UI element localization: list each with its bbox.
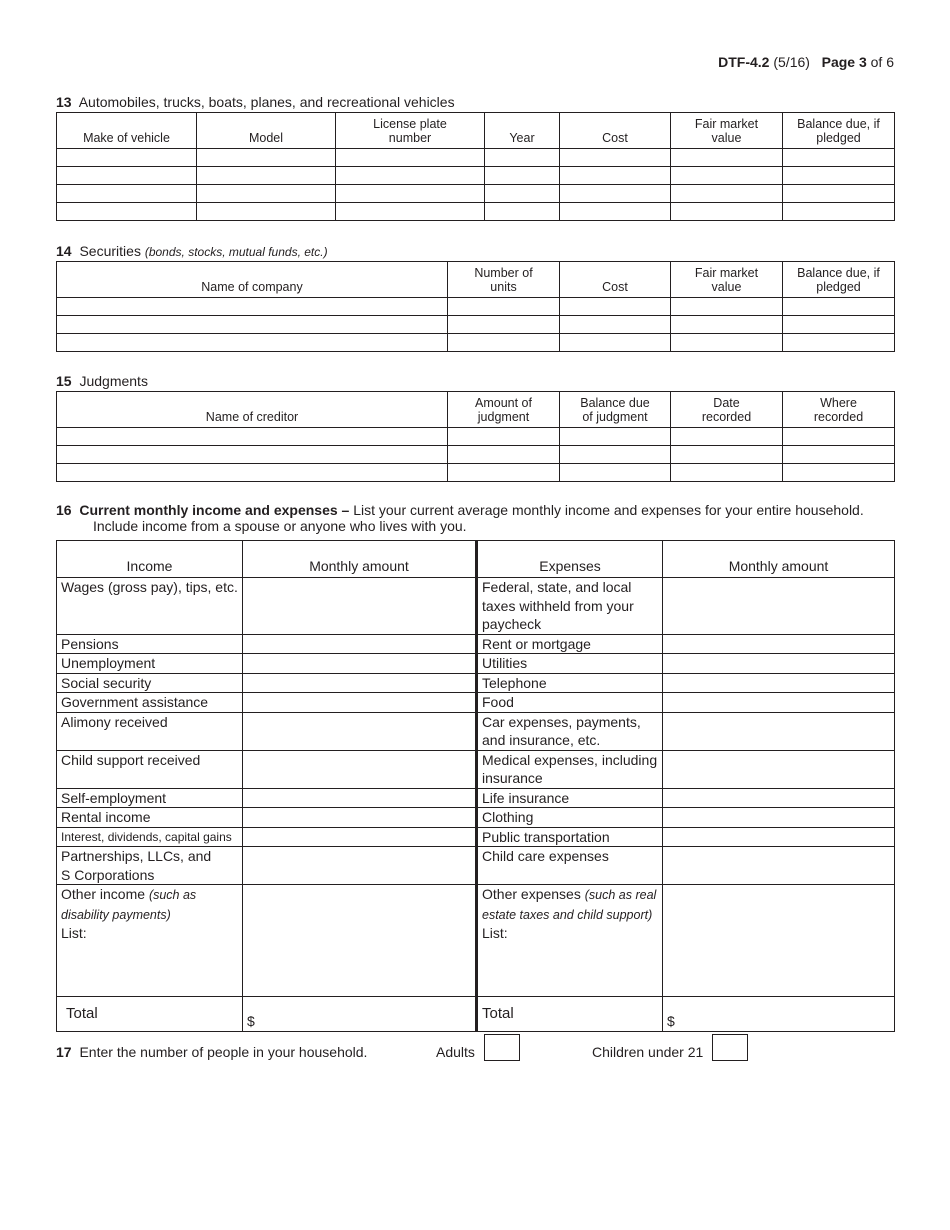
table-row — [57, 428, 895, 446]
col-header: Model — [197, 113, 336, 149]
other-expenses-text: Other expenses — [482, 886, 581, 902]
cell[interactable] — [57, 334, 448, 352]
cell[interactable] — [57, 298, 448, 316]
table-row — [57, 827, 895, 847]
table-row — [57, 464, 895, 482]
total-row — [57, 997, 895, 1032]
page-label: Page 3 — [821, 54, 867, 70]
section-14-title — [56, 243, 328, 259]
expense-label: Rent or mortgage — [477, 634, 663, 654]
table-row — [57, 334, 895, 352]
expense-amount[interactable] — [663, 750, 895, 788]
list-label: List: — [482, 925, 508, 941]
income-amount[interactable] — [243, 578, 477, 635]
cell[interactable] — [560, 298, 671, 316]
section-13-title — [56, 94, 455, 110]
col-header: Where recorded — [783, 392, 895, 428]
cell[interactable] — [448, 464, 560, 482]
col-header: Balance due of judgment — [560, 392, 671, 428]
table-row — [57, 788, 895, 808]
table-row — [57, 203, 895, 221]
other-income-text: Other income — [61, 886, 146, 902]
income-amount[interactable] — [243, 847, 477, 885]
judgments-table — [56, 391, 895, 482]
cell[interactable] — [336, 167, 485, 185]
income-label: Child support received — [57, 750, 243, 788]
expense-amount[interactable] — [663, 578, 895, 635]
income-label: Social security — [57, 673, 243, 693]
cell[interactable] — [485, 149, 560, 167]
income-amount[interactable] — [243, 654, 477, 674]
table-row — [57, 673, 895, 693]
adults-input[interactable] — [484, 1034, 520, 1061]
income-amount[interactable] — [243, 827, 477, 847]
income-label: Unemployment — [57, 654, 243, 674]
expense-amount[interactable] — [663, 693, 895, 713]
cell[interactable] — [57, 446, 448, 464]
adults-label: Adults — [436, 1044, 475, 1060]
children-label: Children under 21 — [592, 1044, 704, 1060]
cell[interactable] — [197, 185, 336, 203]
expense-amount[interactable] — [663, 712, 895, 750]
cell[interactable] — [197, 149, 336, 167]
income-amount[interactable] — [243, 634, 477, 654]
section-number: 17 — [56, 1044, 72, 1060]
form-id: DTF-4.2 — [718, 54, 770, 70]
cell[interactable] — [783, 203, 895, 221]
col-header-monthly: Monthly amount — [663, 541, 895, 578]
expense-label: Medical expenses, including insurance — [477, 750, 663, 788]
col-header-expenses: Expenses — [477, 541, 663, 578]
list-label: List: — [61, 925, 87, 941]
section-title-note: (bonds, stocks, mutual funds, etc.) — [144, 245, 328, 259]
table-row — [57, 693, 895, 713]
table-row — [57, 446, 895, 464]
income-label: Pensions — [57, 634, 243, 654]
cell[interactable] — [560, 334, 671, 352]
table-row — [57, 316, 895, 334]
col-header: Balance due, if pledged — [783, 262, 895, 298]
cell[interactable] — [336, 149, 485, 167]
section-15-title — [56, 373, 148, 389]
cell[interactable] — [57, 316, 448, 334]
income-amount[interactable] — [243, 673, 477, 693]
cell[interactable] — [560, 446, 671, 464]
income-amount[interactable] — [243, 808, 477, 828]
securities-table — [56, 261, 895, 352]
income-label: Wages (gross pay), tips, etc. — [57, 578, 243, 635]
cell[interactable] — [783, 185, 895, 203]
cell[interactable] — [783, 464, 895, 482]
cell[interactable] — [485, 203, 560, 221]
cell[interactable] — [57, 167, 197, 185]
col-header-monthly: Monthly amount — [243, 541, 477, 578]
section-title-bold: Current monthly income and expenses – — [79, 502, 350, 518]
cell[interactable] — [671, 149, 783, 167]
page-total: of 6 — [870, 54, 894, 70]
cell[interactable] — [783, 298, 895, 316]
expense-amount[interactable] — [663, 788, 895, 808]
col-header: Balance due, if pledged — [783, 113, 895, 149]
table-row — [57, 185, 895, 203]
cell[interactable] — [197, 203, 336, 221]
income-amount[interactable] — [243, 788, 477, 808]
cell[interactable] — [671, 334, 783, 352]
col-header-income: Income — [57, 541, 243, 578]
col-header: Cost — [560, 113, 671, 149]
col-header: Date recorded — [671, 392, 783, 428]
expense-label: Public transportation — [477, 827, 663, 847]
cell[interactable] — [448, 428, 560, 446]
section-title-subtext: Include income from a spouse or anyone who lives with you. — [93, 518, 467, 534]
cell[interactable] — [448, 446, 560, 464]
cell[interactable] — [671, 167, 783, 185]
expense-amount[interactable] — [663, 808, 895, 828]
col-header: License plate number — [336, 113, 485, 149]
table-row — [57, 712, 895, 750]
cell[interactable] — [560, 428, 671, 446]
cell[interactable] — [57, 464, 448, 482]
section-number: 14 — [56, 243, 72, 259]
cell[interactable] — [336, 185, 485, 203]
cell[interactable] — [560, 167, 671, 185]
col-header: Make of vehicle — [57, 113, 197, 149]
income-label: Alimony received — [57, 712, 243, 750]
income-total-label: Total — [57, 997, 243, 1032]
income-label: Self-employment — [57, 788, 243, 808]
children-input[interactable] — [712, 1034, 748, 1061]
income-label: Rental income — [57, 808, 243, 828]
expense-total-amount[interactable]: $ — [663, 997, 895, 1032]
section-16-title — [56, 502, 896, 534]
col-header: Fair market value — [671, 113, 783, 149]
col-header: Year — [485, 113, 560, 149]
cell[interactable] — [671, 203, 783, 221]
cell[interactable] — [671, 446, 783, 464]
cell[interactable] — [560, 464, 671, 482]
expense-amount[interactable] — [663, 827, 895, 847]
cell[interactable] — [57, 428, 448, 446]
table-row — [57, 654, 895, 674]
cell[interactable] — [671, 185, 783, 203]
section-number: 16 — [56, 502, 72, 518]
expense-amount[interactable] — [663, 634, 895, 654]
table-row — [57, 149, 895, 167]
cell[interactable] — [560, 149, 671, 167]
section-number: 13 — [56, 94, 72, 110]
cell[interactable] — [336, 203, 485, 221]
cell[interactable] — [783, 316, 895, 334]
cell[interactable] — [448, 298, 560, 316]
col-header: Name of creditor — [57, 392, 448, 428]
section-title-text: Enter the number of people in your household. — [79, 1044, 368, 1060]
expense-total-label: Total — [477, 997, 663, 1032]
income-label: Interest, dividends, capital gains — [57, 827, 243, 847]
other-income-label — [57, 885, 243, 997]
income-amount[interactable] — [243, 712, 477, 750]
cell[interactable] — [57, 185, 197, 203]
cell[interactable] — [560, 203, 671, 221]
form-header — [718, 54, 894, 70]
expense-amount[interactable] — [663, 885, 895, 997]
cell[interactable] — [783, 149, 895, 167]
table-row — [57, 578, 895, 635]
cell[interactable] — [671, 428, 783, 446]
col-header: Cost — [560, 262, 671, 298]
expense-amount[interactable] — [663, 654, 895, 674]
income-amount[interactable] — [243, 885, 477, 997]
income-label: Government assistance — [57, 693, 243, 713]
vehicles-table — [56, 112, 895, 221]
expense-label: Clothing — [477, 808, 663, 828]
cell[interactable] — [560, 185, 671, 203]
section-title-text: Automobiles, trucks, boats, planes, and recreational vehicles — [78, 94, 455, 110]
expense-label: Federal, state, and local taxes withheld from your paycheck — [477, 578, 663, 635]
income-amount[interactable] — [243, 693, 477, 713]
cell[interactable] — [197, 167, 336, 185]
section-number: 15 — [56, 373, 72, 389]
table-row — [57, 808, 895, 828]
cell[interactable] — [448, 316, 560, 334]
cell[interactable] — [783, 334, 895, 352]
cell[interactable] — [783, 446, 895, 464]
section-17-title — [56, 1044, 367, 1060]
expense-amount[interactable] — [663, 847, 895, 885]
expense-label: Utilities — [477, 654, 663, 674]
table-row — [57, 847, 895, 885]
cell[interactable] — [671, 298, 783, 316]
cell[interactable] — [485, 167, 560, 185]
expense-label: Life insurance — [477, 788, 663, 808]
expense-amount[interactable] — [663, 673, 895, 693]
cell[interactable] — [783, 428, 895, 446]
cell[interactable] — [57, 149, 197, 167]
cell[interactable] — [671, 316, 783, 334]
income-label: Partnerships, LLCs, and S Corporations — [57, 847, 243, 885]
other-expenses-note: (such as real estate taxes and child support) — [482, 888, 657, 922]
cell[interactable] — [485, 185, 560, 203]
income-amount[interactable] — [243, 750, 477, 788]
table-row — [57, 634, 895, 654]
col-header: Name of company — [57, 262, 448, 298]
expense-label: Child care expenses — [477, 847, 663, 885]
cell[interactable] — [448, 334, 560, 352]
cell[interactable] — [560, 316, 671, 334]
section-title-text: Securities — [79, 243, 141, 259]
income-total-amount[interactable]: $ — [243, 997, 477, 1032]
expense-label: Telephone — [477, 673, 663, 693]
cell[interactable] — [671, 464, 783, 482]
table-row — [57, 885, 895, 997]
income-expenses-table — [56, 540, 895, 1032]
expense-label: Food — [477, 693, 663, 713]
other-income-note: (such as disability payments) — [61, 888, 197, 922]
table-row — [57, 167, 895, 185]
expense-label: Car expenses, payments, and insurance, etc. — [477, 712, 663, 750]
table-row — [57, 298, 895, 316]
col-header: Number of units — [448, 262, 560, 298]
other-expenses-label — [477, 885, 663, 997]
table-row — [57, 750, 895, 788]
cell[interactable] — [57, 203, 197, 221]
section-title-text: Judgments — [79, 373, 148, 389]
cell[interactable] — [783, 167, 895, 185]
form-revision: (5/16) — [773, 54, 810, 70]
col-header: Fair market value — [671, 262, 783, 298]
col-header: Amount of judgment — [448, 392, 560, 428]
section-title-text: List your current average monthly income and expenses for your entire household. — [353, 502, 864, 518]
